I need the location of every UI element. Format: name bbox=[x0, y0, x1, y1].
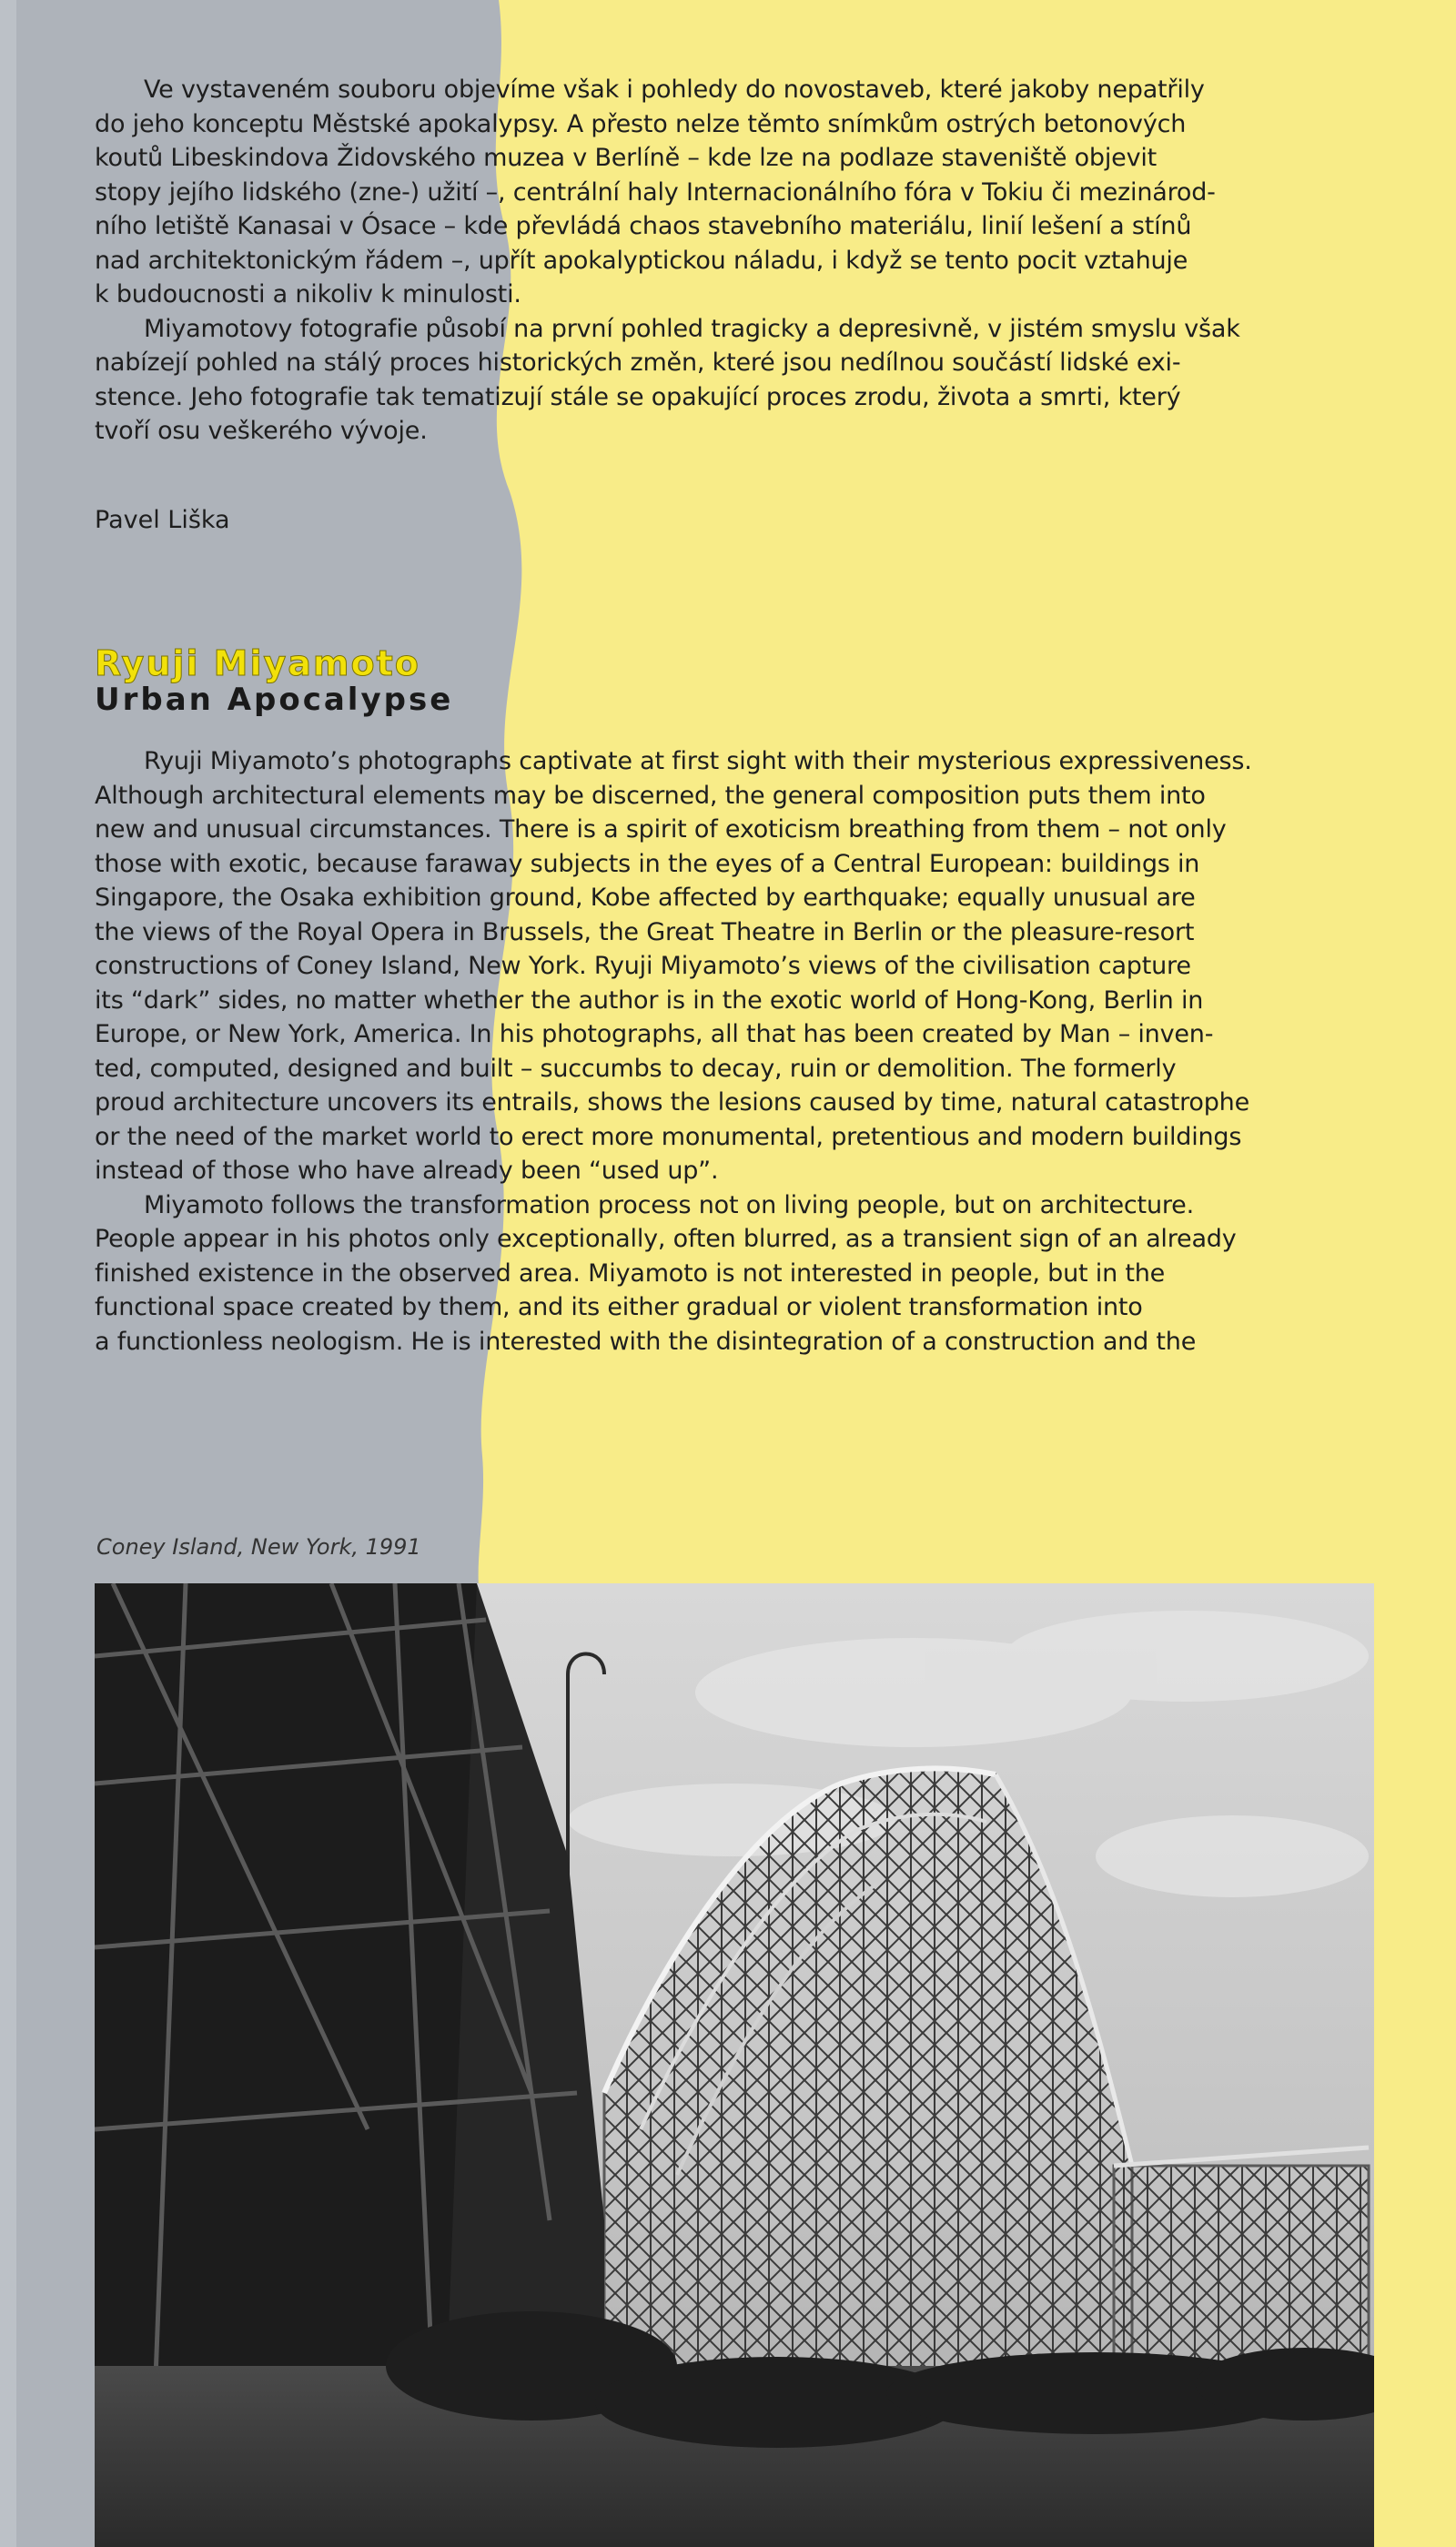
section-title: Ryuji Miyamoto bbox=[95, 643, 420, 683]
text-line: tvoří osu veškerého vývoje. bbox=[95, 417, 428, 445]
text-line: ního letiště Kanasai v Ósace – kde převládá chaos stavebního materiálu, linií lešení a stínů bbox=[95, 212, 1192, 240]
text-line: new and unusual circumstances. There is a spirit of exoticism breathing from them – not only bbox=[95, 815, 1227, 844]
text-line: koutů Libeskindova Židovského muzea v Berlíně – kde lze na podlaze staveniště objevit bbox=[95, 144, 1158, 172]
czech-paragraph-2 bbox=[95, 312, 1240, 449]
english-paragraph-1 bbox=[95, 744, 1252, 1188]
section-subtitle: Urban Apocalypse bbox=[95, 682, 454, 718]
text-line: functional space created by them, and its either gradual or violent transformation into bbox=[95, 1293, 1143, 1321]
text-line: Europe, or New York, America. In his photographs, all that has been created by Man – inven- bbox=[95, 1020, 1214, 1048]
text-line: Singapore, the Osaka exhibition ground, Kobe affected by earthquake; equally unusual are bbox=[95, 884, 1196, 912]
text-line: Ryuji Miyamoto’s photographs captivate at first sight with their mysterious expressiveness. bbox=[144, 747, 1252, 775]
coney-island-photo bbox=[95, 1583, 1374, 2547]
author-signature: Pavel Liška bbox=[95, 506, 230, 534]
text-line: stence. Jeho fotografie tak tematizují stále se opakující proces zrodu, života a smrti, který bbox=[95, 382, 1181, 411]
text-line: do jeho konceptu Městské apokalypsy. A přesto nelze těmto snímkům ostrých betonových bbox=[95, 109, 1187, 138]
english-article-text bbox=[95, 744, 1252, 1359]
text-line: Miyamoto follows the transformation process not on living people, but on architecture. bbox=[144, 1190, 1194, 1219]
text-line: k budoucnosti a nikoliv k minulosti. bbox=[95, 280, 521, 308]
text-line: constructions of Coney Island, New York. Ryuji Miyamoto’s views of the civilisation capture bbox=[95, 952, 1191, 980]
text-line: Although architectural elements may be discerned, the general composition puts them into bbox=[95, 781, 1206, 810]
czech-article-text bbox=[95, 73, 1240, 449]
text-line: a functionless neologism. He is interested with the disintegration of a construction and the bbox=[95, 1327, 1197, 1356]
text-line: ted, computed, designed and built – succumbs to decay, ruin or demolition. The formerly bbox=[95, 1054, 1177, 1083]
section-heading bbox=[95, 644, 453, 717]
text-line: or the need of the market world to erect more monumental, pretentious and modern buildings bbox=[95, 1122, 1242, 1151]
text-line: nabízejí pohled na stálý proces historických změn, které jsou nedílnou součástí lidské exi- bbox=[95, 349, 1181, 377]
text-line: finished existence in the observed area. Miyamoto is not interested in people, but in the bbox=[95, 1258, 1166, 1288]
text-line: Miyamotovy fotografie působí na první pohled tragicky a depresivně, v jistém smyslu však bbox=[144, 314, 1240, 343]
text-line: those with exotic, because faraway subjects in the eyes of a Central European: buildings in bbox=[95, 849, 1200, 878]
text-line: Ve vystaveném souboru objevíme však i pohledy do novostaveb, které jakoby nepatřily bbox=[144, 76, 1205, 104]
text-line: People appear in his photos only exceptionally, often blurred, as a transient sign of an already bbox=[95, 1225, 1237, 1253]
english-paragraph-2 bbox=[95, 1188, 1252, 1359]
text-line: nad architektonickým řádem –, upřít apokalyptickou náladu, i když se tento pocit vztahuje bbox=[95, 246, 1188, 275]
text-line: proud architecture uncovers its entrails, shows the lesions caused by time, natural catastrophe bbox=[95, 1088, 1250, 1117]
text-line: instead of those who have already been “used up”. bbox=[95, 1157, 719, 1185]
text-line: the views of the Royal Opera in Brussels, the Great Theatre in Berlin or the pleasure-resort bbox=[95, 917, 1195, 946]
text-line: its “dark” sides, no matter whether the author is in the exotic world of Hong-Kong, Berlin in bbox=[95, 985, 1204, 1015]
photo-caption: Coney Island, New York, 1991 bbox=[96, 1534, 421, 1560]
text-line: stopy jejího lidského (zne-) užití –, centrální haly Internacionálního fóra v Tokiu či mezinárod- bbox=[95, 177, 1216, 207]
czech-paragraph-1 bbox=[95, 73, 1240, 312]
